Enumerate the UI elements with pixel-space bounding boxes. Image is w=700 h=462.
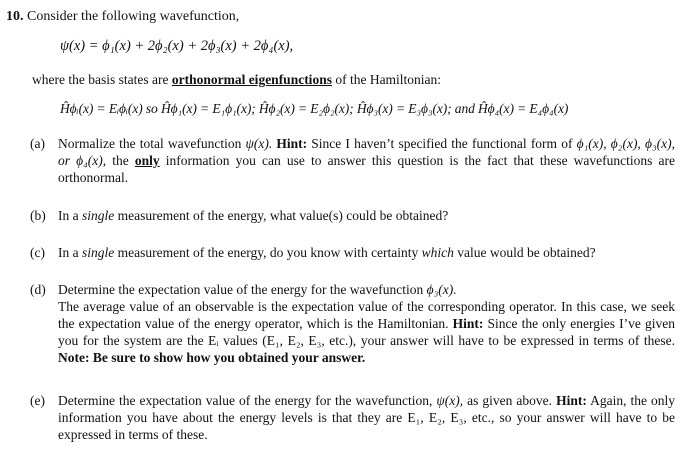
part-e <box>30 392 675 443</box>
part-d-line1 <box>58 281 675 298</box>
part-b-label: (b) <box>30 208 46 223</box>
part-d-hint: Hint: <box>452 316 484 331</box>
part-d-label: (d) <box>30 282 46 297</box>
part-e-label: (e) <box>30 393 45 408</box>
part-a <box>30 135 675 186</box>
part-e-t3: Again, the only information you have about the energy levels is that they are E₁, E₂, E₃, etc., so your answer will have to be expressed in terms of these. <box>58 393 675 442</box>
part-c-which: which <box>421 245 454 260</box>
basis-text-post: of the Hamiltonian: <box>331 72 442 87</box>
part-d-note: Note: Be sure to show how you obtained your answer. <box>58 350 366 365</box>
hamiltonian-equation: Ĥϕᵢ(x) = Eᵢϕᵢ(x) so Ĥϕ₁(x) = E₁ϕ₁(x); Ĥϕ₂(x) = E₂ϕ₂(x); Ĥϕ₃(x) = E₃ϕ₃(x); and Ĥϕ₄(x) = E₄ϕ₄(x) <box>60 101 569 116</box>
part-b-t2: measurement of the energy, what value(s) could be obtained? <box>114 208 449 223</box>
part-c-label: (c) <box>30 245 45 260</box>
part-d-text <box>58 281 675 366</box>
part-a-text <box>58 135 675 186</box>
part-b <box>30 207 675 224</box>
part-a-label: (a) <box>30 136 45 151</box>
question-number: 10. <box>6 9 24 24</box>
part-a-math2: ϕ₁(x), ϕ₂(x), ϕ₃(x), or ϕ₄(x), <box>58 136 675 168</box>
basis-statement <box>32 71 700 88</box>
part-a-t4: information you can use to answer this question is the fact that these wavefunctions are orthonormal. <box>58 153 676 185</box>
part-e-t1: Determine the expectation value of the energy for the wavefunction, <box>58 393 437 408</box>
basis-text-pre: where the basis states are <box>32 72 172 87</box>
part-c-t1: In a <box>58 245 82 260</box>
part-b-t1: In a <box>58 208 82 223</box>
part-c-t3: value would be obtained? <box>453 245 596 260</box>
part-d-t3: Since the only energies I’ve given you for the system are the Eᵢ values (E₁, E₂, E₃, etc.), your answer will have to be expressed in terms of these. <box>58 316 675 348</box>
part-d <box>30 281 675 366</box>
part-b-single: single <box>82 208 115 223</box>
question-title: Consider the following wavefunction, <box>27 9 240 24</box>
part-d-paragraph <box>58 298 675 366</box>
part-e-t2: as given above. <box>463 393 557 408</box>
part-c-text <box>58 244 675 261</box>
part-a-only: only <box>134 153 160 168</box>
basis-emphasis: orthonormal eigenfunctions <box>171 72 332 87</box>
part-c-single: single <box>82 245 115 260</box>
part-a-t2: Since I haven’t specified the functional form of <box>307 136 577 151</box>
part-b-text <box>58 207 675 224</box>
part-a-math1: ψ(x). <box>245 136 273 151</box>
part-d-t2: The average value of an observable is the expectation value of the corresponding operator. In this case, we seek the expectation value of the energy operator, which is the Hamiltonian. <box>58 299 675 331</box>
part-c <box>30 244 675 261</box>
part-a-t1: Normalize the total wavefunction <box>58 136 246 151</box>
part-d-math1: ϕ₃(x). <box>426 282 457 297</box>
question-header <box>6 8 700 25</box>
part-d-t1: Determine the expectation value of the energy for the wavefunction <box>58 282 427 297</box>
part-e-hint: Hint: <box>556 393 587 408</box>
part-e-math1: ψ(x), <box>436 393 464 408</box>
part-c-t2: measurement of the energy, do you know with certainty <box>114 245 422 260</box>
part-a-hint: Hint: <box>272 136 308 151</box>
part-e-text <box>58 392 675 443</box>
part-a-t3: the <box>106 153 135 168</box>
wavefunction-equation: ψ(x) = ϕ₁(x) + 2ϕ₂(x) + 2ϕ₃(x) + 2ϕ₄(x), <box>60 38 294 54</box>
